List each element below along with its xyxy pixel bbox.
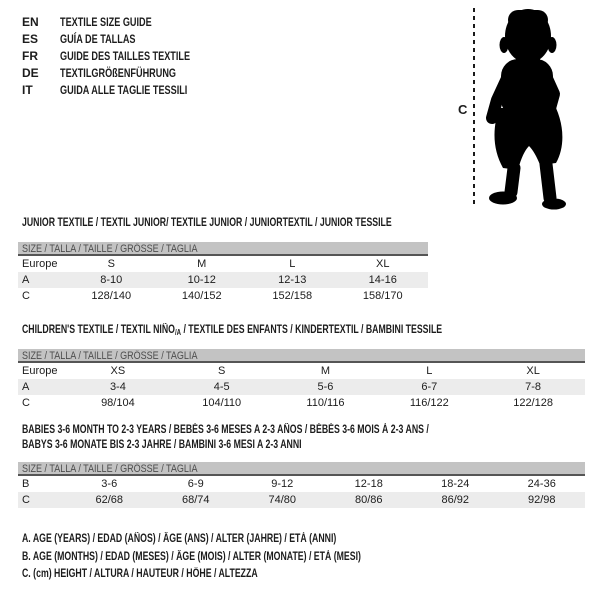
row-label: Europe — [22, 365, 58, 377]
height-cell: 74/80 — [268, 494, 297, 506]
language-text: TEXTILE SIZE GUIDE — [60, 14, 152, 29]
row-label: A — [22, 381, 30, 393]
language-code: IT — [22, 82, 33, 97]
footnote-b — [22, 549, 468, 567]
childrens-table-title-text: CHILDREN'S TEXTILE / TEXTIL $NIÑO_{/A}$ / TEXTILE DES ENFANTS / KINDERTEXTIL / BAMBINI TESSILE — [22, 324, 443, 337]
language-code: EN — [22, 14, 39, 29]
table-row — [18, 492, 585, 508]
toddler-silhouette-icon — [484, 2, 584, 212]
language-text: GUÍA DE TALLAS — [60, 31, 136, 46]
height-cell: 80/86 — [354, 494, 383, 506]
language-code: FR — [22, 48, 38, 63]
table-row — [18, 395, 585, 411]
age-cell: 5-6 — [317, 381, 334, 393]
height-cell: 158/170 — [362, 290, 403, 302]
table-row — [18, 288, 428, 304]
size-header-bar — [18, 349, 585, 363]
height-cell: 92/98 — [527, 494, 556, 506]
size-header-text: SIZE / TALLA / TAILLE / GRÖSSE / TAGLIA — [22, 463, 198, 475]
size-cell: M — [320, 365, 331, 377]
footnote-c-text: C. (cm) HEIGHT / ALTURA / HAUTEUR / HÖHE / ALTEZZA — [22, 568, 258, 580]
row-label: C — [22, 397, 30, 409]
age-cell: 14-16 — [368, 274, 397, 286]
language-row-es — [22, 30, 231, 47]
height-cell: 152/158 — [272, 290, 313, 302]
childrens-table — [18, 363, 585, 411]
height-cell: 110/116 — [306, 397, 345, 409]
language-code: ES — [22, 31, 39, 46]
junior-table-title-text: JUNIOR TEXTILE / TEXTIL JUNIOR/ TEXTILE JUNIOR / JUNIORTEXTIL / JUNIOR TESSILE — [22, 217, 392, 229]
junior-table — [18, 256, 428, 304]
footnote-c — [22, 566, 468, 584]
footnote-a-text: A. AGE (YEARS) / EDAD (AÑOS) / ÂGE (ANS) / ALTER (JAHRE) / ETÀ (ANNI) — [22, 533, 337, 545]
language-row-it — [22, 81, 231, 98]
age-cell: 18-24 — [441, 478, 470, 490]
size-header-text: SIZE / TALLA / TAILLE / GRÖSSE / TAGLIA — [22, 243, 198, 255]
size-cell: S — [218, 365, 226, 377]
table-row — [18, 363, 585, 379]
height-cell: 68/74 — [181, 494, 210, 506]
language-text: GUIDA ALLE TAGLIE TESSILI — [60, 82, 188, 97]
row-label: A — [22, 274, 30, 286]
age-cell: 3-4 — [109, 381, 126, 393]
age-cell: 6-9 — [187, 478, 204, 490]
age-cell: 3-6 — [101, 478, 118, 490]
babies-size-table — [18, 462, 585, 508]
height-cell: 104/110 — [202, 397, 242, 409]
size-cell: S — [107, 258, 115, 270]
table-row — [18, 476, 585, 492]
age-cell: 6-7 — [421, 381, 438, 393]
babies-table-title-line2: BABYS 3-6 MONATE BIS 2-3 JAHRE / BAMBINI 3-6 MESI A 2-3 ANNI — [22, 439, 302, 451]
childrens-table-title — [22, 323, 575, 340]
language-text: GUIDE DES TAILLES TEXTILE — [60, 48, 191, 63]
size-cell: M — [197, 258, 207, 270]
table-row — [18, 379, 585, 395]
table-row — [18, 272, 428, 288]
size-cell: L — [426, 365, 433, 377]
size-guide-figure — [440, 0, 600, 215]
babies-table-title-line1: BABIES 3-6 MONTH TO 2-3 YEARS / BEBÉS 3-6 MESES A 2-3 AÑOS / BÉBÉS 3-6 MOIS À 2-3 ANS / — [22, 424, 429, 436]
table-row — [18, 256, 428, 272]
size-cell: L — [289, 258, 296, 270]
height-cell: 62/68 — [95, 494, 124, 506]
footnote-b-text: B. AGE (MONTHS) / EDAD (MESES) / ÂGE (MOIS) / ALTER (MONATE) / ETÀ (MESI) — [22, 550, 361, 563]
size-header-bar — [18, 242, 428, 256]
childrens-size-table — [18, 349, 585, 411]
language-list — [22, 13, 231, 98]
size-cell: XL — [526, 365, 540, 377]
language-row-fr — [22, 47, 231, 64]
row-label: B — [22, 478, 30, 490]
size-cell: XS — [110, 365, 126, 377]
babies-table — [18, 476, 585, 508]
height-cell: 116/122 — [409, 397, 449, 409]
height-cell: 122/128 — [513, 397, 553, 409]
age-cell: 9-12 — [271, 478, 294, 490]
height-cell: 140/152 — [181, 290, 222, 302]
language-text: TEXTILGRÖßENFÜHRUNG — [60, 65, 177, 80]
language-row-de — [22, 64, 231, 81]
junior-size-table — [18, 242, 428, 304]
row-label: C — [22, 290, 30, 302]
row-label: C — [22, 494, 30, 506]
babies-table-title — [22, 423, 557, 453]
junior-table-title — [22, 216, 508, 231]
size-header-bar — [18, 462, 585, 476]
language-row-en — [22, 13, 231, 30]
age-cell: 10-12 — [187, 274, 216, 286]
height-cell: 86/92 — [441, 494, 470, 506]
language-code: DE — [22, 65, 39, 80]
height-cell: 128/140 — [91, 290, 132, 302]
size-cell: XL — [376, 258, 390, 270]
age-cell: 12-18 — [354, 478, 383, 490]
age-cell: 12-13 — [278, 274, 307, 286]
size-header-text: SIZE / TALLA / TAILLE / GRÖSSE / TAGLIA — [22, 350, 198, 362]
height-cell: 98/104 — [101, 397, 135, 409]
height-dashed-line — [473, 8, 475, 207]
age-cell: 7-8 — [525, 381, 542, 393]
footnote-a — [22, 531, 468, 549]
height-measure-label: C — [458, 102, 468, 117]
row-label: Europe — [22, 258, 58, 270]
age-cell: 24-36 — [527, 478, 556, 490]
age-cell: 8-10 — [100, 274, 123, 286]
footnote-legend — [22, 531, 468, 584]
age-cell: 4-5 — [213, 381, 230, 393]
